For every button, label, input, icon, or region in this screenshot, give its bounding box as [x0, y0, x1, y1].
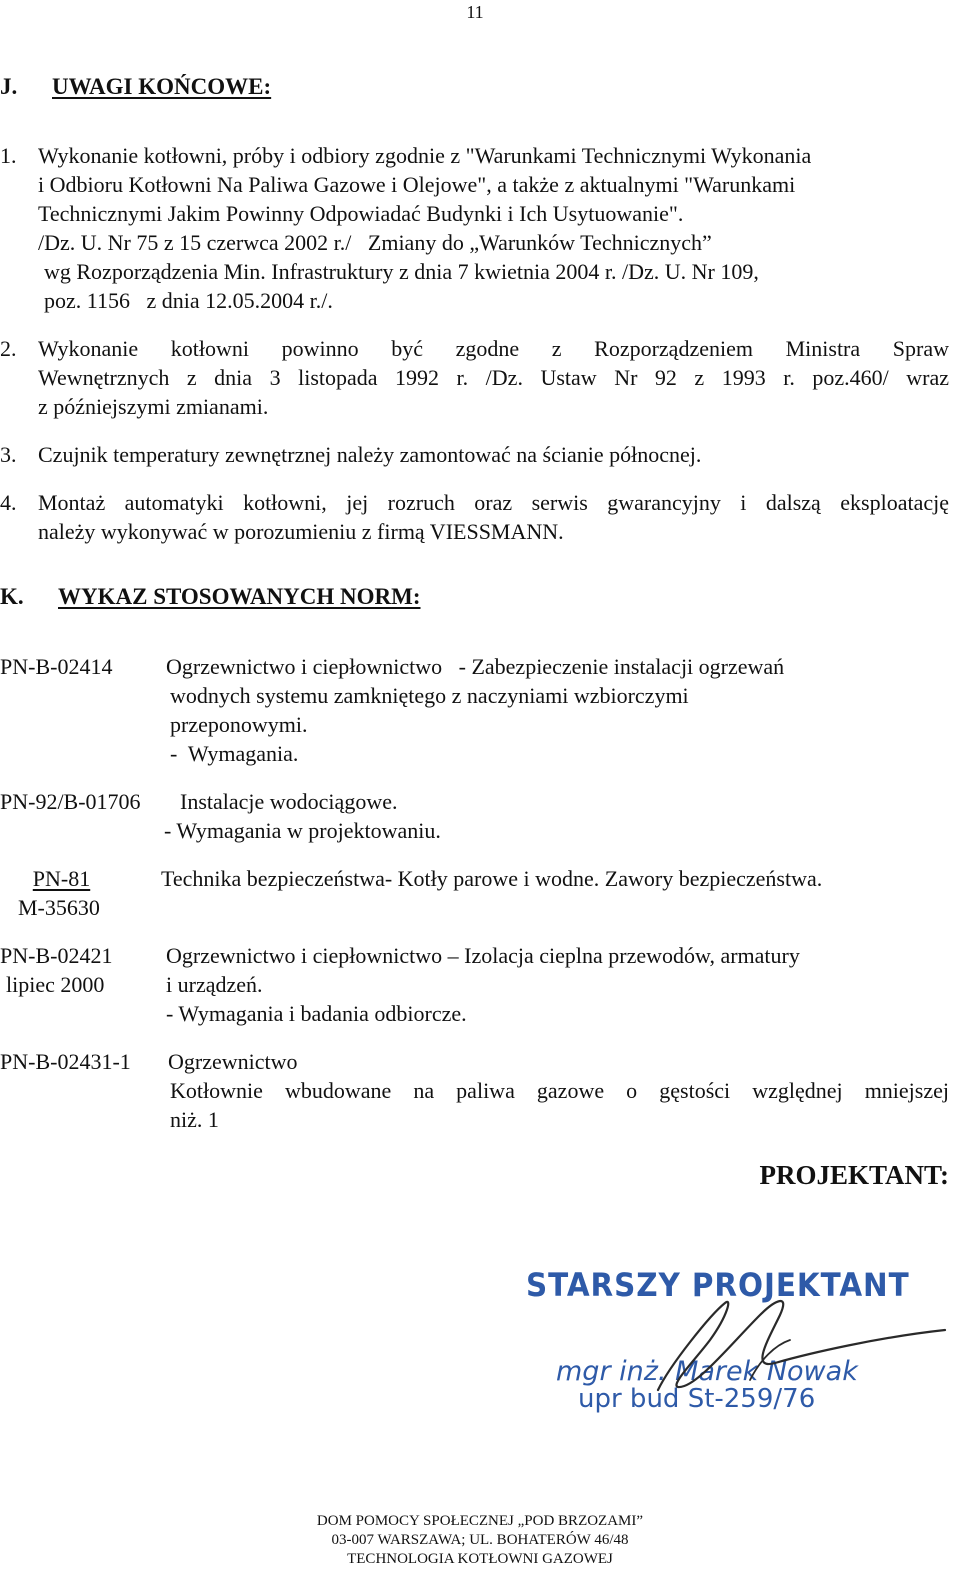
- item-4-line: należy wykonywać w porozumieniu z firmą VIESSMANN.: [38, 519, 564, 544]
- item-2-number: 2.: [0, 336, 17, 361]
- item-1-line: /Dz. U. Nr 75 z 15 czerwca 2002 r./ Zmiany do „Warunków Technicznych”: [38, 230, 712, 255]
- norm-description: Instalacje wodociągowe.: [180, 789, 398, 814]
- norm-description: Ogrzewnictwo: [168, 1049, 298, 1074]
- section-j-title: UWAGI KOŃCOWE:: [52, 74, 272, 99]
- norm-description: - Wymagania w projektowaniu.: [164, 818, 441, 843]
- norm-code: lipiec 2000: [6, 972, 105, 997]
- item-1-line: Wykonanie kotłowni, próby i odbiory zgodnie z "Warunkami Technicznymi Wykonania: [38, 143, 812, 168]
- norm-code: PN-B-02421: [0, 943, 113, 968]
- item-3-line: Czujnik temperatury zewnętrznej należy zamontować na ścianie północnej.: [38, 442, 702, 467]
- norm-description: przeponowymi.: [170, 712, 308, 737]
- norm-description: - Wymagania.: [170, 741, 299, 766]
- page-number: 11: [466, 2, 484, 22]
- item-1-line: i Odbioru Kotłowni Na Paliwa Gazowe i Olejowe", a także z aktualnymi "Warunkami: [38, 172, 796, 197]
- item-4-number: 4.: [0, 490, 17, 515]
- norm-description: - Wymagania i badania odbiorcze.: [166, 1001, 467, 1026]
- signature-heading: PROJEKTANT:: [759, 1160, 949, 1190]
- section-k-title: WYKAZ STOSOWANYCH NORM:: [58, 584, 421, 609]
- footer-line: TECHNOLOGIA KOTŁOWNI GAZOWEJ: [347, 1551, 613, 1567]
- stamp-title: STARSZY PROJEKTANT: [526, 1266, 910, 1304]
- item-2-line: z późniejszymi zmianami.: [38, 394, 269, 419]
- norm-description: wodnych systemu zamkniętego z naczyniami wzbiorczymi: [170, 683, 689, 708]
- norm-code: M-35630: [18, 895, 100, 920]
- section-k-letter: K.: [0, 584, 24, 609]
- section-j-letter: J.: [0, 74, 18, 99]
- norm-description: Ogrzewnictwo i ciepłownictwo – Izolacja cieplna przewodów, armatury: [166, 943, 800, 968]
- norm-description: i urządzeń.: [166, 972, 263, 997]
- item-2-line: Wykonanie kotłowni powinno być zgodne z Rozporządzeniem Ministra Spraw: [38, 336, 949, 361]
- item-1-line: Technicznymi Jakim Powinny Odpowiadać Budynki i Ich Usytuowanie".: [38, 201, 684, 226]
- norm-description: Ogrzewnictwo i ciepłownictwo - Zabezpieczenie instalacji ogrzewań: [166, 654, 785, 679]
- footer-line: 03-007 WARSZAWA; UL. BOHATERÓW 46/48: [331, 1532, 629, 1548]
- norm-code: PN-81: [32, 866, 91, 891]
- norm-code: PN-92/B-01706: [0, 789, 141, 814]
- stamp-license: upr bud St-259/76: [578, 1384, 816, 1414]
- item-1-number: 1.: [0, 143, 17, 168]
- handwritten-signature: [600, 1285, 950, 1395]
- item-1-line: poz. 1156 z dnia 12.05.2004 r./.: [44, 288, 333, 313]
- norm-description: Technika bezpieczeństwa- Kotły parowe i wodne. Zawory bezpieczeństwa.: [161, 866, 823, 891]
- item-2-line: Wewnętrznych z dnia 3 listopada 1992 r. /Dz. Ustaw Nr 92 z 1993 r. poz.460/ wraz: [38, 365, 949, 390]
- norm-description: niż. 1: [170, 1107, 219, 1132]
- item-4-line: Montaż automatyki kotłowni, jej rozruch oraz serwis gwarancyjny i dalszą eksploatację: [38, 490, 949, 515]
- item-3-number: 3.: [0, 442, 17, 467]
- stamp-name: mgr inż. Marek Nowak: [556, 1356, 858, 1387]
- footer-line: DOM POMOCY SPOŁECZNEJ „POD BRZOZAMI”: [316, 1513, 644, 1529]
- norm-code: PN-B-02414: [0, 654, 113, 679]
- norm-description: Kotłownie wbudowane na paliwa gazowe o gęstości względnej mniejszej: [170, 1078, 949, 1103]
- norm-code: PN-B-02431-1: [0, 1049, 131, 1074]
- item-1-line: wg Rozporządzenia Min. Infrastruktury z dnia 7 kwietnia 2004 r. /Dz. U. Nr 109,: [44, 259, 759, 284]
